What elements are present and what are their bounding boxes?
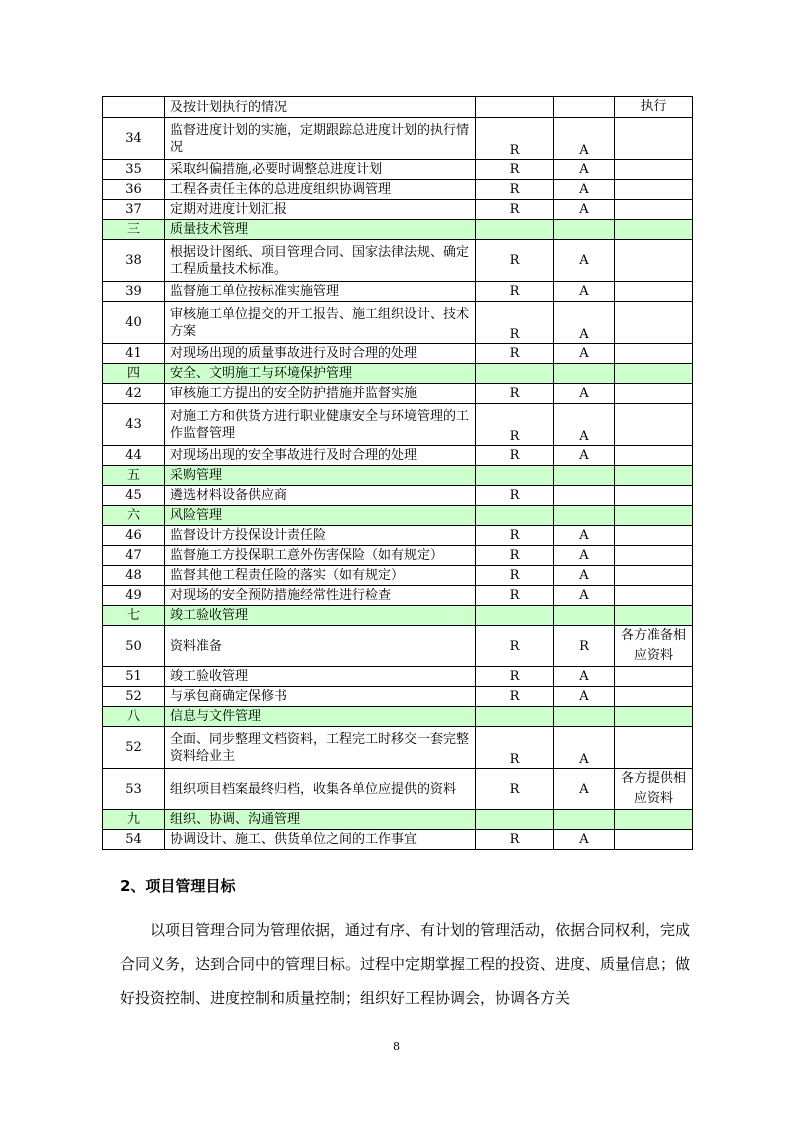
task-description-cell: 资料准备 bbox=[165, 626, 476, 667]
remark-cell bbox=[615, 364, 693, 384]
table-row bbox=[103, 344, 693, 364]
responsible-mark-cell: R bbox=[476, 486, 554, 506]
item-number-cell: 47 bbox=[103, 546, 165, 566]
responsible-mark-cell: R bbox=[476, 282, 554, 302]
remark-cell bbox=[615, 486, 693, 506]
approval-mark-cell: A bbox=[554, 727, 615, 769]
item-number-cell: 39 bbox=[103, 282, 165, 302]
responsible-mark-cell: R bbox=[476, 404, 554, 446]
section-row bbox=[103, 220, 693, 240]
approval-mark-cell bbox=[554, 466, 615, 486]
task-description-cell: 及按计划执行的情况 bbox=[165, 97, 476, 118]
responsible-mark-cell: R bbox=[476, 586, 554, 606]
task-description-cell: 定期对进度计划汇报 bbox=[165, 200, 476, 220]
responsible-mark-cell: R bbox=[476, 626, 554, 667]
responsible-mark-cell bbox=[476, 810, 554, 830]
item-number-cell: 38 bbox=[103, 240, 165, 282]
responsible-mark-cell: R bbox=[476, 302, 554, 344]
approval-mark-cell: A bbox=[554, 302, 615, 344]
remark-cell bbox=[615, 707, 693, 727]
item-number-cell: 54 bbox=[103, 830, 165, 850]
remark-cell bbox=[615, 506, 693, 526]
approval-mark-cell: A bbox=[554, 566, 615, 586]
remark-cell bbox=[615, 566, 693, 586]
responsible-mark-cell: R bbox=[476, 160, 554, 180]
item-number-cell: 48 bbox=[103, 566, 165, 586]
task-description-cell: 竣工验收管理 bbox=[165, 667, 476, 687]
approval-mark-cell: A bbox=[554, 769, 615, 810]
item-number-cell: 50 bbox=[103, 626, 165, 667]
responsible-mark-cell: R bbox=[476, 200, 554, 220]
approval-mark-cell: R bbox=[554, 626, 615, 667]
table-row bbox=[103, 384, 693, 404]
item-number-cell: 七 bbox=[103, 606, 165, 626]
responsible-mark-cell: R bbox=[476, 830, 554, 850]
table-row bbox=[103, 667, 693, 687]
section-row bbox=[103, 364, 693, 384]
remark-cell bbox=[615, 606, 693, 626]
approval-mark-cell bbox=[554, 707, 615, 727]
remark-cell: 各方提供相应资料 bbox=[615, 769, 693, 810]
task-description-cell: 组织、协调、沟通管理 bbox=[165, 810, 476, 830]
approval-mark-cell bbox=[554, 486, 615, 506]
responsible-mark-cell: R bbox=[476, 727, 554, 769]
responsible-mark-cell: R bbox=[476, 687, 554, 707]
table-row bbox=[103, 240, 693, 282]
approval-mark-cell: A bbox=[554, 667, 615, 687]
item-number-cell: 四 bbox=[103, 364, 165, 384]
task-description-cell: 竣工验收管理 bbox=[165, 606, 476, 626]
responsible-mark-cell: R bbox=[476, 526, 554, 546]
item-number-cell: 51 bbox=[103, 667, 165, 687]
item-number-cell: 49 bbox=[103, 586, 165, 606]
approval-mark-cell: A bbox=[554, 586, 615, 606]
table-row bbox=[103, 830, 693, 850]
section-row bbox=[103, 707, 693, 727]
responsible-mark-cell: R bbox=[476, 446, 554, 466]
table-row bbox=[103, 97, 693, 118]
task-description-cell: 审核施工单位提交的开工报告、施工组织设计、技术方案 bbox=[165, 302, 476, 344]
remark-cell bbox=[615, 118, 693, 160]
task-description-cell: 组织项目档案最终归档，收集各单位应提供的资料 bbox=[165, 769, 476, 810]
remark-cell bbox=[615, 282, 693, 302]
task-description-cell: 与承包商确定保修书 bbox=[165, 687, 476, 707]
table-row bbox=[103, 727, 693, 769]
table-row bbox=[103, 302, 693, 344]
item-number-cell: 52 bbox=[103, 727, 165, 769]
responsible-mark-cell: R bbox=[476, 240, 554, 282]
task-description-cell: 协调设计、施工、供货单位之间的工作事宜 bbox=[165, 830, 476, 850]
remark-cell bbox=[615, 302, 693, 344]
responsible-mark-cell bbox=[476, 606, 554, 626]
task-description-cell: 工程各责任主体的总进度组织协调管理 bbox=[165, 180, 476, 200]
task-description-cell: 监督设计方投保设计责任险 bbox=[165, 526, 476, 546]
approval-mark-cell bbox=[554, 810, 615, 830]
remark-cell bbox=[615, 526, 693, 546]
item-number-cell: 45 bbox=[103, 486, 165, 506]
item-number-cell: 36 bbox=[103, 180, 165, 200]
responsible-mark-cell bbox=[476, 707, 554, 727]
responsible-mark-cell: R bbox=[476, 180, 554, 200]
item-number-cell: 42 bbox=[103, 384, 165, 404]
approval-mark-cell bbox=[554, 506, 615, 526]
remark-cell bbox=[615, 200, 693, 220]
remark-cell: 执行 bbox=[615, 97, 693, 118]
approval-mark-cell: A bbox=[554, 160, 615, 180]
task-description-cell: 监督施工单位按标准实施管理 bbox=[165, 282, 476, 302]
task-description-cell: 监督进度计划的实施，定期跟踪总进度计划的执行情况 bbox=[165, 118, 476, 160]
remark-cell bbox=[615, 446, 693, 466]
item-number-cell: 三 bbox=[103, 220, 165, 240]
remark-cell bbox=[615, 404, 693, 446]
responsible-mark-cell: R bbox=[476, 769, 554, 810]
remark-cell bbox=[615, 180, 693, 200]
remark-cell bbox=[615, 240, 693, 282]
approval-mark-cell: A bbox=[554, 200, 615, 220]
approval-mark-cell: A bbox=[554, 282, 615, 302]
task-description-cell: 审核施工方提出的安全防护措施并监督实施 bbox=[165, 384, 476, 404]
item-number-cell: 五 bbox=[103, 466, 165, 486]
item-number-cell: 46 bbox=[103, 526, 165, 546]
table-row bbox=[103, 404, 693, 446]
table-row bbox=[103, 180, 693, 200]
table-row bbox=[103, 118, 693, 160]
approval-mark-cell: A bbox=[554, 526, 615, 546]
task-description-cell: 监督其他工程责任险的落实（如有规定） bbox=[165, 566, 476, 586]
remark-cell bbox=[615, 727, 693, 769]
item-number-cell: 43 bbox=[103, 404, 165, 446]
remark-cell bbox=[615, 160, 693, 180]
responsible-mark-cell bbox=[476, 364, 554, 384]
remark-cell bbox=[615, 220, 693, 240]
approval-mark-cell: A bbox=[554, 240, 615, 282]
approval-mark-cell: A bbox=[554, 180, 615, 200]
remark-cell bbox=[615, 384, 693, 404]
table-row bbox=[103, 769, 693, 810]
table-row bbox=[103, 526, 693, 546]
section-row bbox=[103, 810, 693, 830]
remark-cell bbox=[615, 466, 693, 486]
item-number-cell: 53 bbox=[103, 769, 165, 810]
body-paragraph: 以项目管理合同为管理依据，通过有序、有计划的管理活动，依据合同权利，完成合同义务，达到合同中的管理目标。过程中定期掌握工程的投资、进度、质量信息；做好投资控制、进度控制和质量控制；组织好工程协调会，协调各方关 bbox=[120, 921, 691, 1007]
item-number-cell: 六 bbox=[103, 506, 165, 526]
table-row bbox=[103, 160, 693, 180]
item-number-cell: 35 bbox=[103, 160, 165, 180]
remark-cell bbox=[615, 687, 693, 707]
task-description-cell: 对现场的安全预防措施经常性进行检查 bbox=[165, 586, 476, 606]
section-heading: 2、项目管理目标 bbox=[120, 877, 236, 895]
task-description-cell: 对现场出现的安全事故进行及时合理的处理 bbox=[165, 446, 476, 466]
responsible-mark-cell bbox=[476, 466, 554, 486]
section-row bbox=[103, 466, 693, 486]
approval-mark-cell bbox=[554, 220, 615, 240]
approval-mark-cell: A bbox=[554, 687, 615, 707]
responsible-mark-cell: R bbox=[476, 566, 554, 586]
section-row bbox=[103, 506, 693, 526]
remark-cell bbox=[615, 344, 693, 364]
table-row bbox=[103, 446, 693, 466]
responsible-mark-cell: R bbox=[476, 118, 554, 160]
approval-mark-cell: A bbox=[554, 546, 615, 566]
task-description-cell: 采购管理 bbox=[165, 466, 476, 486]
task-description-cell: 全面、同步整理文档资料，工程完工时移交一套完整资料给业主 bbox=[165, 727, 476, 769]
remark-cell bbox=[615, 586, 693, 606]
section-row bbox=[103, 606, 693, 626]
task-description-cell: 对施工方和供货方进行职业健康安全与环境管理的工作监督管理 bbox=[165, 404, 476, 446]
approval-mark-cell: A bbox=[554, 118, 615, 160]
responsible-mark-cell: R bbox=[476, 667, 554, 687]
task-description-cell: 采取纠偏措施,必要时调整总进度计划 bbox=[165, 160, 476, 180]
item-number-cell: 34 bbox=[103, 118, 165, 160]
table-row bbox=[103, 486, 693, 506]
item-number-cell: 41 bbox=[103, 344, 165, 364]
item-number-cell: 52 bbox=[103, 687, 165, 707]
remark-cell bbox=[615, 667, 693, 687]
remark-cell: 各方准备相应资料 bbox=[615, 626, 693, 667]
approval-mark-cell: A bbox=[554, 830, 615, 850]
table-row bbox=[103, 566, 693, 586]
approval-mark-cell bbox=[554, 606, 615, 626]
table-row bbox=[103, 687, 693, 707]
page-number: 8 bbox=[393, 1040, 400, 1053]
item-number-cell: 44 bbox=[103, 446, 165, 466]
approval-mark-cell bbox=[554, 97, 615, 118]
approval-mark-cell bbox=[554, 364, 615, 384]
responsible-mark-cell bbox=[476, 97, 554, 118]
approval-mark-cell: A bbox=[554, 446, 615, 466]
responsible-mark-cell: R bbox=[476, 384, 554, 404]
approval-mark-cell: A bbox=[554, 384, 615, 404]
item-number-cell: 37 bbox=[103, 200, 165, 220]
task-description-cell: 信息与文件管理 bbox=[165, 707, 476, 727]
table-row bbox=[103, 546, 693, 566]
item-number-cell: 40 bbox=[103, 302, 165, 344]
item-number-cell bbox=[103, 97, 165, 118]
task-description-cell: 根据设计图纸、项目管理合同、国家法律法规、确定工程质量技术标准。 bbox=[165, 240, 476, 282]
remark-cell bbox=[615, 810, 693, 830]
responsible-mark-cell: R bbox=[476, 546, 554, 566]
table-body bbox=[103, 97, 693, 850]
table-row bbox=[103, 626, 693, 667]
remark-cell bbox=[615, 546, 693, 566]
table-row bbox=[103, 282, 693, 302]
item-number-cell: 八 bbox=[103, 707, 165, 727]
responsible-mark-cell bbox=[476, 220, 554, 240]
task-description-cell: 安全、文明施工与环境保护管理 bbox=[165, 364, 476, 384]
table-row bbox=[103, 586, 693, 606]
responsible-mark-cell bbox=[476, 506, 554, 526]
task-description-cell: 对现场出现的质量事故进行及时合理的处理 bbox=[165, 344, 476, 364]
responsibility-table bbox=[102, 96, 693, 850]
item-number-cell: 九 bbox=[103, 810, 165, 830]
task-description-cell: 质量技术管理 bbox=[165, 220, 476, 240]
approval-mark-cell: A bbox=[554, 344, 615, 364]
remark-cell bbox=[615, 830, 693, 850]
task-description-cell: 监督施工方投保职工意外伤害保险（如有规定） bbox=[165, 546, 476, 566]
responsible-mark-cell: R bbox=[476, 344, 554, 364]
task-description-cell: 风险管理 bbox=[165, 506, 476, 526]
task-description-cell: 遴选材料设备供应商 bbox=[165, 486, 476, 506]
approval-mark-cell: A bbox=[554, 404, 615, 446]
table-row bbox=[103, 200, 693, 220]
